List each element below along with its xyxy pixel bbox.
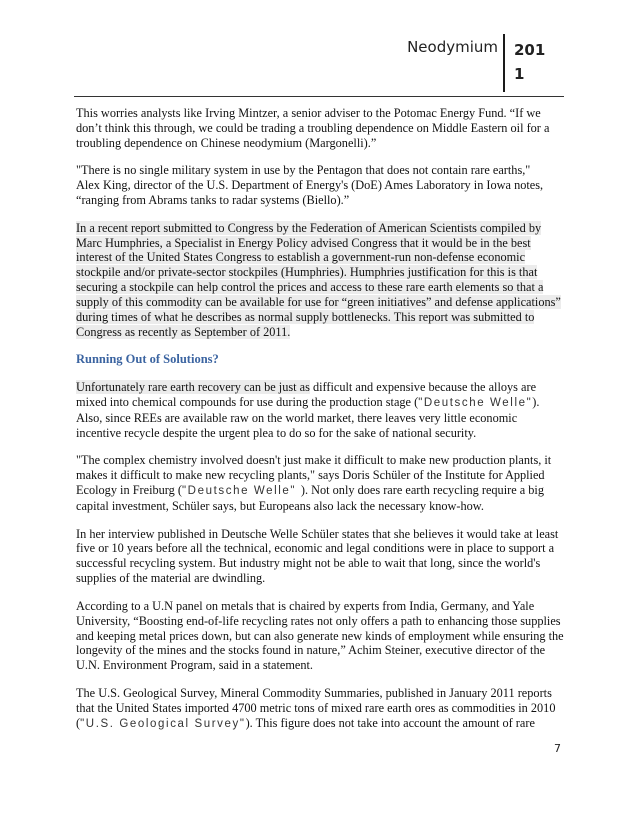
paragraph-recovery-text-end: ). Also, since REEs are available raw on the world market, there leaves very little economic incentive recycle despite the urgent plea to do so for the sake of national security.	[76, 394, 540, 440]
paragraph-recovery	[76, 380, 564, 441]
paragraph-military-quote: "There is no single military system in use by the Pentagon that does not contain rare earths,"	[76, 163, 531, 178]
document-body	[76, 106, 564, 744]
header-divider	[503, 34, 505, 92]
header-rule	[74, 96, 564, 97]
header-year-line1: 201	[514, 41, 546, 59]
page-header	[0, 38, 638, 92]
paragraph-recovery-text: difficult and expensive because the alloys are mixed into chemical compounds for use during the production stage (	[76, 380, 537, 409]
paragraph-usgs-text-end: ). This figure does not take into account the amount of rare	[245, 715, 535, 730]
header-year	[514, 38, 544, 86]
citation-deutsche-welle: "Deutsche Welle"	[418, 396, 533, 409]
paragraph-schuler-text: "The complex chemistry involved doesn't just make it difficult to make new production plants, it makes it difficult to make new recycling plants," says Doris Schüler of the Institute for Applied Ecology in Freiburg (	[76, 453, 552, 498]
page-number: 7	[554, 742, 561, 755]
paragraph-military-attribution: Alex King, director of the U.S. Department of Energy's (DoE) Ames Laboratory in Iowa notes, “ranging from Abrams tanks to radar systems (Biello).”	[76, 178, 544, 208]
paragraph-schuler	[76, 453, 564, 514]
citation-deutsche-welle-2: "Deutsche Welle"	[182, 485, 301, 498]
paragraph-recovery-highlight: Unfortunately rare earth recovery can be just as	[76, 380, 310, 395]
header-title: Neodymium	[407, 38, 498, 56]
paragraph-usgs	[76, 686, 564, 732]
paragraph-interview: In her interview published in Deutsche Welle Schüler states that she believes it would take at least five or 10 years before all the technical, economic and legal conditions were in place to support a successful recycling system. But industry might not be able to wait that long, since the world's supplies of the material are dwindling.	[76, 526, 559, 586]
paragraph-usgs-text: The U.S. Geological Survey, Mineral Commodity Summaries, published in January 2011 reports that the United States imported 4700 metric tons of mixed rare earth ores as commodities in 2010 (	[76, 685, 556, 730]
paragraph-humphries-text: In a recent report submitted to Congress by the Federation of American Scientists compiled by Marc Humphries, a Specialist in Energy Policy advised Congress that it would be in the best interest of the United States Congress to establish a government-run non-defense economic stockpile and/or private-sector stockpiles (Humphries). Humphries justification for this is that securing a stockpile can help control the prices and access to these rare earth elements so that a supply of this commodity can be available for use for “green initiatives” and defense applications” during times of what he describes as normal supply bottlenecks. This report was submitted to Congress as recently as September of 2011.	[76, 220, 561, 339]
paragraph-schuler-text-end: ). Not only does rare earth recycling require a big capital investment, Schüler says, but Europeans also lack the necessary know-how.	[76, 483, 544, 513]
paragraph-un-panel: According to a U.N panel on metals that is chaired by experts from India, Germany, and Yale University, “Boosting end-of-life recycling rates not only offers a path to enhancing those supplies and keeping metal prices down, but can also generate new kinds of employment while ensuring the longevity of the mines and the stocks found in nature,” Achim Steiner, executive director of the U.N. Environment Program, said in a statement.	[76, 598, 564, 673]
section-heading: Running Out of Solutions?	[76, 352, 219, 367]
paragraph-military	[76, 163, 564, 208]
paragraph-mintzer: This worries analysts like Irving Mintzer, a senior adviser to the Potomac Energy Fund. “If we don’t think this through, we could be trading a troubling dependence on Middle Eastern oil for a troubling dependence on Chinese neodymium (Margonelli).”	[76, 106, 550, 150]
citation-usgs: "U.S. Geological Survey"	[80, 717, 246, 730]
header-year-line2: 1	[514, 65, 525, 83]
paragraph-humphries	[76, 221, 564, 340]
